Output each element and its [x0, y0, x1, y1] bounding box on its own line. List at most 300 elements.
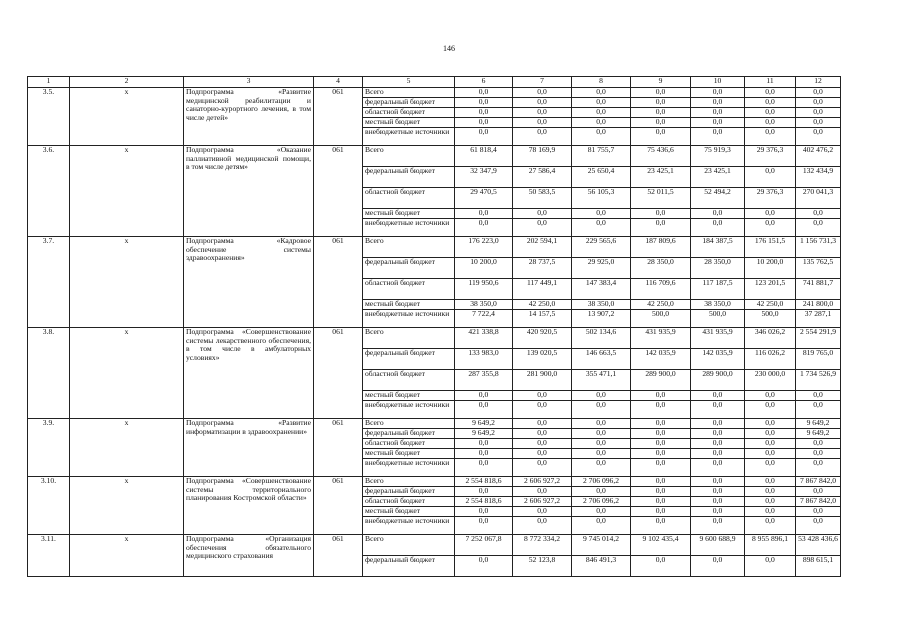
amount-cell: 287 355,8 [455, 370, 513, 391]
amount-cell: 0,0 [691, 517, 745, 535]
amount-cell: 9 649,2 [796, 429, 841, 439]
amount-cell: 281 900,0 [513, 370, 572, 391]
amount-cell: 13 907,2 [572, 310, 631, 328]
amount-cell: 23 425,1 [631, 167, 691, 188]
amount-cell: 0,0 [572, 88, 631, 98]
amount-cell: 0,0 [796, 118, 841, 128]
amount-cell: 184 387,5 [691, 237, 745, 258]
amount-cell: 0,0 [572, 449, 631, 459]
funding-source: областной бюджет [363, 439, 455, 449]
amount-cell: 0,0 [691, 487, 745, 497]
amount-cell: 37 287,1 [796, 310, 841, 328]
amount-cell: 0,0 [796, 517, 841, 535]
amount-cell: 0,0 [631, 219, 691, 237]
amount-cell: 0,0 [572, 401, 631, 419]
amount-cell: 898 615,1 [796, 556, 841, 577]
amount-cell: 25 650,4 [572, 167, 631, 188]
column-number-header: 4 [314, 77, 363, 88]
amount-cell: 56 105,3 [572, 188, 631, 209]
amount-cell: 0,0 [513, 209, 572, 219]
amount-cell: 29 925,0 [572, 258, 631, 279]
amount-cell: 8 772 334,2 [513, 535, 572, 556]
amount-cell: 0,0 [796, 507, 841, 517]
amount-cell: 2 606 927,2 [513, 497, 572, 507]
amount-cell: 0,0 [691, 497, 745, 507]
table-row [28, 535, 841, 556]
amount-cell: 0,0 [796, 487, 841, 497]
column-number-header: 2 [70, 77, 184, 88]
row-number: 3.11. [28, 535, 70, 577]
amount-cell: 0,0 [796, 439, 841, 449]
responsible-mark: х [70, 88, 184, 146]
amount-cell: 9 102 435,4 [631, 535, 691, 556]
table-body [28, 77, 841, 577]
amount-cell: 176 223,0 [455, 237, 513, 258]
amount-cell: 0,0 [455, 209, 513, 219]
amount-cell: 0,0 [513, 487, 572, 497]
amount-cell: 28 350,0 [691, 258, 745, 279]
amount-cell: 0,0 [631, 401, 691, 419]
funding-source: Всего [363, 146, 455, 167]
amount-cell: 2 706 096,2 [572, 477, 631, 487]
column-number-header: 3 [184, 77, 314, 88]
funding-source: областной бюджет [363, 108, 455, 118]
amount-cell: 0,0 [455, 556, 513, 577]
page-number: 146 [443, 44, 455, 53]
subprogram-name: Подпрограмма «Оказание паллиативной медицинской помощи, в том числе детям» [184, 146, 314, 237]
amount-cell: 147 383,4 [572, 279, 631, 300]
amount-cell: 0,0 [631, 209, 691, 219]
amount-cell: 0,0 [513, 507, 572, 517]
funding-source: внебюджетные источники [363, 459, 455, 477]
amount-cell: 0,0 [745, 128, 796, 146]
amount-cell: 187 809,6 [631, 237, 691, 258]
amount-cell: 0,0 [745, 108, 796, 118]
amount-cell: 27 586,4 [513, 167, 572, 188]
amount-cell: 431 935,9 [631, 328, 691, 349]
funding-source: внебюджетные источники [363, 310, 455, 328]
amount-cell: 52 011,5 [631, 188, 691, 209]
amount-cell: 0,0 [745, 401, 796, 419]
amount-cell: 819 765,0 [796, 349, 841, 370]
amount-cell: 0,0 [631, 118, 691, 128]
column-number-header: 8 [572, 77, 631, 88]
funding-source: областной бюджет [363, 279, 455, 300]
row-number: 3.10. [28, 477, 70, 535]
column-number-header: 12 [796, 77, 841, 88]
amount-cell: 38 350,0 [691, 300, 745, 310]
amount-cell: 500,0 [691, 310, 745, 328]
amount-cell: 52 494,2 [691, 188, 745, 209]
funding-source: внебюджетные источники [363, 219, 455, 237]
amount-cell: 9 649,2 [455, 419, 513, 429]
amount-cell: 116 026,2 [745, 349, 796, 370]
funding-source: областной бюджет [363, 188, 455, 209]
amount-cell: 0,0 [691, 459, 745, 477]
amount-cell: 0,0 [691, 449, 745, 459]
column-number-header: 5 [363, 77, 455, 88]
amount-cell: 0,0 [513, 391, 572, 401]
amount-cell: 0,0 [572, 118, 631, 128]
amount-cell: 0,0 [691, 401, 745, 419]
amount-cell: 119 950,6 [455, 279, 513, 300]
funding-source: Всего [363, 477, 455, 487]
amount-cell: 50 583,5 [513, 188, 572, 209]
responsible-mark: х [70, 328, 184, 419]
amount-cell: 0,0 [631, 391, 691, 401]
amount-cell: 0,0 [796, 449, 841, 459]
amount-cell: 75 919,3 [691, 146, 745, 167]
budget-code: 061 [314, 477, 363, 535]
amount-cell: 0,0 [455, 449, 513, 459]
amount-cell: 52 123,8 [513, 556, 572, 577]
row-number: 3.8. [28, 328, 70, 419]
responsible-mark: х [70, 419, 184, 477]
responsible-mark: х [70, 146, 184, 237]
amount-cell: 29 376,3 [745, 146, 796, 167]
amount-cell: 0,0 [572, 128, 631, 146]
funding-source: федеральный бюджет [363, 258, 455, 279]
amount-cell: 117 187,5 [691, 279, 745, 300]
budget-code: 061 [314, 146, 363, 237]
funding-source: Всего [363, 88, 455, 98]
amount-cell: 0,0 [796, 219, 841, 237]
amount-cell: 0,0 [455, 517, 513, 535]
budget-code: 061 [314, 88, 363, 146]
table-row [28, 328, 841, 349]
amount-cell: 9 600 688,9 [691, 535, 745, 556]
amount-cell: 0,0 [572, 108, 631, 118]
amount-cell: 0,0 [631, 459, 691, 477]
amount-cell: 0,0 [745, 459, 796, 477]
amount-cell: 9 649,2 [796, 419, 841, 429]
funding-source: федеральный бюджет [363, 556, 455, 577]
amount-cell: 0,0 [455, 108, 513, 118]
amount-cell: 0,0 [691, 477, 745, 487]
amount-cell: 0,0 [745, 429, 796, 439]
amount-cell: 10 200,0 [745, 258, 796, 279]
amount-cell: 0,0 [513, 401, 572, 419]
table-row [28, 477, 841, 487]
amount-cell: 42 250,0 [631, 300, 691, 310]
amount-cell: 2 554 291,9 [796, 328, 841, 349]
amount-cell: 0,0 [691, 88, 745, 98]
amount-cell: 0,0 [513, 108, 572, 118]
amount-cell: 7 867 842,0 [796, 477, 841, 487]
amount-cell: 431 935,9 [691, 328, 745, 349]
amount-cell: 29 470,5 [455, 188, 513, 209]
amount-cell: 0,0 [691, 429, 745, 439]
amount-cell: 0,0 [745, 517, 796, 535]
amount-cell: 0,0 [631, 98, 691, 108]
amount-cell: 0,0 [455, 507, 513, 517]
amount-cell: 0,0 [796, 459, 841, 477]
amount-cell: 0,0 [455, 459, 513, 477]
amount-cell: 270 041,3 [796, 188, 841, 209]
amount-cell: 8 955 896,1 [745, 535, 796, 556]
amount-cell: 0,0 [572, 459, 631, 477]
amount-cell: 0,0 [691, 108, 745, 118]
amount-cell: 0,0 [513, 118, 572, 128]
amount-cell: 135 762,5 [796, 258, 841, 279]
amount-cell: 0,0 [513, 449, 572, 459]
amount-cell: 32 347,9 [455, 167, 513, 188]
amount-cell: 0,0 [745, 556, 796, 577]
amount-cell: 0,0 [513, 128, 572, 146]
amount-cell: 0,0 [796, 88, 841, 98]
amount-cell: 0,0 [572, 98, 631, 108]
amount-cell: 0,0 [572, 507, 631, 517]
amount-cell: 0,0 [513, 98, 572, 108]
amount-cell: 0,0 [455, 487, 513, 497]
amount-cell: 116 709,6 [631, 279, 691, 300]
amount-cell: 117 449,1 [513, 279, 572, 300]
amount-cell: 355 471,1 [572, 370, 631, 391]
funding-source: внебюджетные источники [363, 517, 455, 535]
amount-cell: 0,0 [745, 98, 796, 108]
amount-cell: 0,0 [572, 219, 631, 237]
amount-cell: 9 745 014,2 [572, 535, 631, 556]
amount-cell: 0,0 [513, 88, 572, 98]
amount-cell: 0,0 [513, 219, 572, 237]
amount-cell: 28 350,0 [631, 258, 691, 279]
amount-cell: 0,0 [691, 219, 745, 237]
amount-cell: 0,0 [631, 517, 691, 535]
amount-cell: 176 151,5 [745, 237, 796, 258]
amount-cell: 0,0 [572, 439, 631, 449]
amount-cell: 146 663,5 [572, 349, 631, 370]
amount-cell: 132 434,9 [796, 167, 841, 188]
amount-cell: 0,0 [745, 477, 796, 487]
amount-cell: 0,0 [796, 98, 841, 108]
amount-cell: 0,0 [796, 401, 841, 419]
amount-cell: 0,0 [691, 209, 745, 219]
amount-cell: 0,0 [631, 449, 691, 459]
amount-cell: 2 706 096,2 [572, 497, 631, 507]
responsible-mark: х [70, 535, 184, 577]
amount-cell: 0,0 [572, 517, 631, 535]
amount-cell: 0,0 [631, 477, 691, 487]
amount-cell: 202 594,1 [513, 237, 572, 258]
funding-source: внебюджетные источники [363, 401, 455, 419]
amount-cell: 0,0 [745, 391, 796, 401]
amount-cell: 42 250,0 [745, 300, 796, 310]
funding-source: областной бюджет [363, 370, 455, 391]
amount-cell: 2 554 818,6 [455, 497, 513, 507]
funding-source: внебюджетные источники [363, 128, 455, 146]
amount-cell: 0,0 [745, 419, 796, 429]
amount-cell: 1 156 731,3 [796, 237, 841, 258]
amount-cell: 500,0 [631, 310, 691, 328]
row-number: 3.9. [28, 419, 70, 477]
amount-cell: 0,0 [691, 419, 745, 429]
amount-cell: 0,0 [631, 128, 691, 146]
amount-cell: 139 020,5 [513, 349, 572, 370]
amount-cell: 421 338,8 [455, 328, 513, 349]
amount-cell: 42 250,0 [513, 300, 572, 310]
amount-cell: 0,0 [745, 167, 796, 188]
amount-cell: 0,0 [572, 209, 631, 219]
amount-cell: 0,0 [455, 401, 513, 419]
funding-source: федеральный бюджет [363, 167, 455, 188]
amount-cell: 0,0 [745, 507, 796, 517]
subprogram-name: Подпрограмма «Совершенствование системы лекарственного обеспечения, в том числе в амбулаторных условиях» [184, 328, 314, 419]
row-number: 3.5. [28, 88, 70, 146]
amount-cell: 23 425,1 [691, 167, 745, 188]
amount-cell: 75 436,6 [631, 146, 691, 167]
amount-cell: 0,0 [631, 419, 691, 429]
funding-source: областной бюджет [363, 497, 455, 507]
amount-cell: 0,0 [631, 497, 691, 507]
amount-cell: 0,0 [745, 439, 796, 449]
subprogram-name: Подпрограмма «Совершенствование системы территориального планирования Костромской области» [184, 477, 314, 535]
amount-cell: 0,0 [745, 118, 796, 128]
funding-source: Всего [363, 328, 455, 349]
amount-cell: 0,0 [513, 517, 572, 535]
amount-cell: 0,0 [513, 459, 572, 477]
amount-cell: 0,0 [745, 497, 796, 507]
table-row [28, 146, 841, 167]
amount-cell: 0,0 [745, 487, 796, 497]
amount-cell: 420 920,5 [513, 328, 572, 349]
amount-cell: 0,0 [455, 391, 513, 401]
amount-cell: 0,0 [513, 439, 572, 449]
amount-cell: 0,0 [691, 391, 745, 401]
amount-cell: 81 755,7 [572, 146, 631, 167]
amount-cell: 7 722,4 [455, 310, 513, 328]
amount-cell: 2 554 818,6 [455, 477, 513, 487]
amount-cell: 10 200,0 [455, 258, 513, 279]
row-number: 3.6. [28, 146, 70, 237]
amount-cell: 289 900,0 [631, 370, 691, 391]
subprogram-name: Подпрограмма «Организация обеспечения обязательного медицинского страхования [184, 535, 314, 577]
row-number: 3.7. [28, 237, 70, 328]
amount-cell: 14 157,5 [513, 310, 572, 328]
amount-cell: 61 818,4 [455, 146, 513, 167]
amount-cell: 0,0 [572, 391, 631, 401]
column-number-header: 10 [691, 77, 745, 88]
amount-cell: 741 881,7 [796, 279, 841, 300]
funding-source: местный бюджет [363, 391, 455, 401]
funding-source: Всего [363, 237, 455, 258]
amount-cell: 846 491,3 [572, 556, 631, 577]
amount-cell: 502 134,6 [572, 328, 631, 349]
amount-cell: 500,0 [745, 310, 796, 328]
subprogram-name: Подпрограмма «Развитие медицинской реабилитации и санаторно-курортного лечения, в том числе детей» [184, 88, 314, 146]
funding-source: Всего [363, 535, 455, 556]
funding-source: местный бюджет [363, 449, 455, 459]
amount-cell: 78 169,9 [513, 146, 572, 167]
funding-source: федеральный бюджет [363, 487, 455, 497]
amount-cell: 0,0 [631, 507, 691, 517]
amount-cell: 7 252 067,8 [455, 535, 513, 556]
amount-cell: 28 737,5 [513, 258, 572, 279]
amount-cell: 0,0 [513, 419, 572, 429]
amount-cell: 0,0 [572, 429, 631, 439]
funding-source: местный бюджет [363, 507, 455, 517]
funding-source: федеральный бюджет [363, 349, 455, 370]
amount-cell: 142 035,9 [691, 349, 745, 370]
amount-cell: 0,0 [631, 108, 691, 118]
amount-cell: 0,0 [513, 429, 572, 439]
funding-source: местный бюджет [363, 118, 455, 128]
amount-cell: 0,0 [745, 209, 796, 219]
amount-cell: 2 606 927,2 [513, 477, 572, 487]
responsible-mark: х [70, 477, 184, 535]
amount-cell: 0,0 [796, 209, 841, 219]
amount-cell: 0,0 [455, 219, 513, 237]
table-row [28, 88, 841, 98]
amount-cell: 0,0 [691, 98, 745, 108]
amount-cell: 0,0 [455, 98, 513, 108]
amount-cell: 0,0 [631, 439, 691, 449]
amount-cell: 0,0 [455, 128, 513, 146]
amount-cell: 53 428 436,6 [796, 535, 841, 556]
funding-source: федеральный бюджет [363, 429, 455, 439]
amount-cell: 38 350,0 [455, 300, 513, 310]
amount-cell: 38 350,0 [572, 300, 631, 310]
amount-cell: 402 476,2 [796, 146, 841, 167]
subprogram-name: Подпрограмма «Развитие информатизации в здравоохранении» [184, 419, 314, 477]
amount-cell: 289 900,0 [691, 370, 745, 391]
amount-cell: 29 376,3 [745, 188, 796, 209]
budget-code: 061 [314, 535, 363, 577]
amount-cell: 0,0 [572, 419, 631, 429]
table-row [28, 237, 841, 258]
amount-cell: 0,0 [691, 118, 745, 128]
amount-cell: 0,0 [796, 391, 841, 401]
funding-source: местный бюджет [363, 209, 455, 219]
amount-cell: 0,0 [691, 128, 745, 146]
subprogram-name: Подпрограмма «Кадровое обеспечение системы здравоохранения» [184, 237, 314, 328]
funding-source: федеральный бюджет [363, 98, 455, 108]
amount-cell: 229 565,6 [572, 237, 631, 258]
amount-cell: 0,0 [691, 439, 745, 449]
amount-cell: 0,0 [631, 429, 691, 439]
amount-cell: 0,0 [691, 556, 745, 577]
amount-cell: 123 201,5 [745, 279, 796, 300]
amount-cell: 241 800,0 [796, 300, 841, 310]
column-number-header: 9 [631, 77, 691, 88]
budget-table [27, 76, 841, 577]
funding-source: Всего [363, 419, 455, 429]
amount-cell: 0,0 [631, 556, 691, 577]
amount-cell: 9 649,2 [455, 429, 513, 439]
amount-cell: 0,0 [745, 219, 796, 237]
amount-cell: 346 026,2 [745, 328, 796, 349]
amount-cell: 1 734 526,9 [796, 370, 841, 391]
amount-cell: 0,0 [745, 449, 796, 459]
budget-code: 061 [314, 328, 363, 419]
amount-cell: 142 035,9 [631, 349, 691, 370]
column-number-header: 7 [513, 77, 572, 88]
funding-source: местный бюджет [363, 300, 455, 310]
amount-cell: 0,0 [455, 439, 513, 449]
amount-cell: 0,0 [631, 487, 691, 497]
amount-cell: 0,0 [691, 507, 745, 517]
budget-code: 061 [314, 419, 363, 477]
amount-cell: 0,0 [455, 118, 513, 128]
amount-cell: 0,0 [796, 128, 841, 146]
amount-cell: 0,0 [631, 88, 691, 98]
responsible-mark: х [70, 237, 184, 328]
amount-cell: 7 867 842,0 [796, 497, 841, 507]
table-row [28, 419, 841, 429]
column-number-header: 11 [745, 77, 796, 88]
amount-cell: 0,0 [745, 88, 796, 98]
amount-cell: 0,0 [455, 88, 513, 98]
column-number-header: 6 [455, 77, 513, 88]
